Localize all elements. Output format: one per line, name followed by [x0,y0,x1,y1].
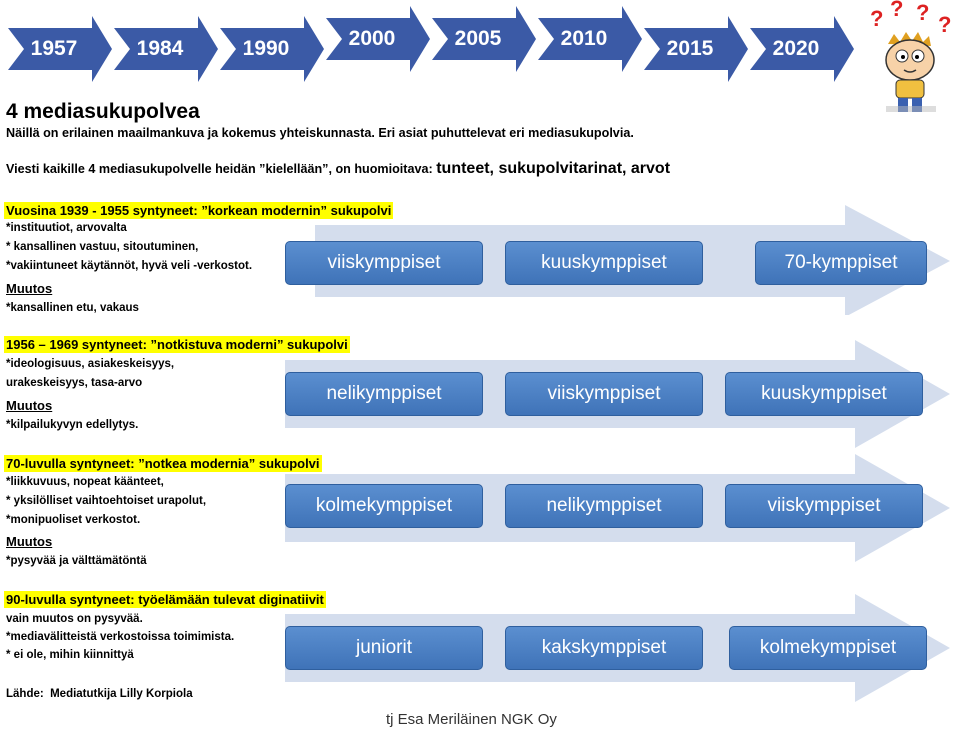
svg-text:?: ? [890,0,904,21]
muutos-item: *kilpailukyvyn edellytys. [6,419,139,431]
year-label: 2000 [348,27,396,50]
generation-trait: *liikkuvuus, nopeat käänteet, [6,476,164,488]
page-title: 4 mediasukupolvea [6,100,200,123]
generation-title: 70-luvulla syntyneet: ”notkea modernia” sukupolvi [6,456,320,471]
source-value: Mediatutkija Lilly Korpiola [50,688,193,700]
year-label: 1984 [136,37,184,60]
muutos-item: *pysyvää ja välttämätöntä [6,555,147,567]
generation-trait: *mediavälitteistä verkostoissa toimimista. [6,631,235,643]
year-label: 2015 [666,37,714,60]
age-box: viiskymppiset [505,372,703,416]
age-timeline-band [285,205,957,315]
svg-text:?: ? [870,6,884,31]
svg-text:?: ? [938,12,952,37]
age-box: kolmekymppiset [729,626,927,670]
intro-text: Viesti kaikille 4 mediasukupolvelle heidän ”kielellään”, on huomioitava: [6,162,433,176]
age-box: viiskymppiset [285,241,483,285]
muutos-heading: Muutos [6,281,53,296]
age-box: nelikymppiset [285,372,483,416]
generation-title: 1956 – 1969 syntyneet: ”notkistuva moderni” sukupolvi [6,337,348,352]
age-box: kolmekymppiset [285,484,483,528]
age-box: kakskymppiset [505,626,703,670]
age-box: viiskymppiset [725,484,923,528]
age-box: kuuskymppiset [725,372,923,416]
year-label: 1957 [30,37,78,60]
age-timeline-band [285,454,957,564]
generation-trait: *monipuoliset verkostot. [6,514,141,526]
year-arrow [326,4,432,74]
source-line [6,688,193,700]
generation-trait: * yksilölliset vaihtoehtoiset urapolut, [6,495,207,507]
intro-line: Näillä on erilainen maailmankuva ja kokemus yhteiskunnasta. Eri asiat puhuttelevat eri mediasukupolvia. [6,126,634,140]
age-box: 70-kymppiset [755,241,927,285]
year-label: 2020 [772,37,820,60]
age-box: nelikymppiset [505,484,703,528]
svg-text:?: ? [916,0,930,25]
year-timeline [0,14,860,84]
year-arrow [750,14,856,84]
year-label: 2010 [560,27,608,50]
confused-boy-illustration [866,0,956,116]
generation-title: Vuosina 1939 - 1955 syntyneet: ”korkean modernin” sukupolvi [6,203,392,218]
intro-emphasis: tunteet, sukupolvitarinat, arvot [436,160,671,177]
generation-title: 90-luvulla syntyneet: työelämään tulevat diginatiivit [6,592,324,607]
generation-trait: vain muutos on pysyvää. [6,613,143,625]
age-timeline-band [285,594,957,704]
generation-trait: urakeskeisyys, tasa-arvo [6,377,143,389]
year-arrow [538,4,644,74]
year-arrow [644,14,750,84]
generation-trait: * kansallinen vastuu, sitoutuminen, [6,241,199,253]
age-box: kuuskymppiset [505,241,703,285]
intro-line [6,160,670,178]
year-label: 2005 [454,27,502,50]
author-credit: tj Esa Meriläinen NGK Oy [386,711,557,728]
year-label: 1990 [242,37,290,60]
muutos-item: *kansallinen etu, vakaus [6,302,139,314]
year-arrow [114,14,220,84]
generation-trait: * ei ole, mihin kiinnittyä [6,649,134,661]
muutos-heading: Muutos [6,398,53,413]
muutos-heading: Muutos [6,534,53,549]
year-arrow [432,4,538,74]
generation-trait: *vakiintuneet käytännöt, hyvä veli -verkostot. [6,260,253,272]
generation-trait: *ideologisuus, asiakeskeisyys, [6,358,175,370]
source-label: Lähde: [6,688,44,700]
year-arrow [220,14,326,84]
age-timeline-band [285,340,957,450]
generation-trait: *instituutiot, arvovalta [6,222,127,234]
year-arrow [8,14,114,84]
age-box: juniorit [285,626,483,670]
